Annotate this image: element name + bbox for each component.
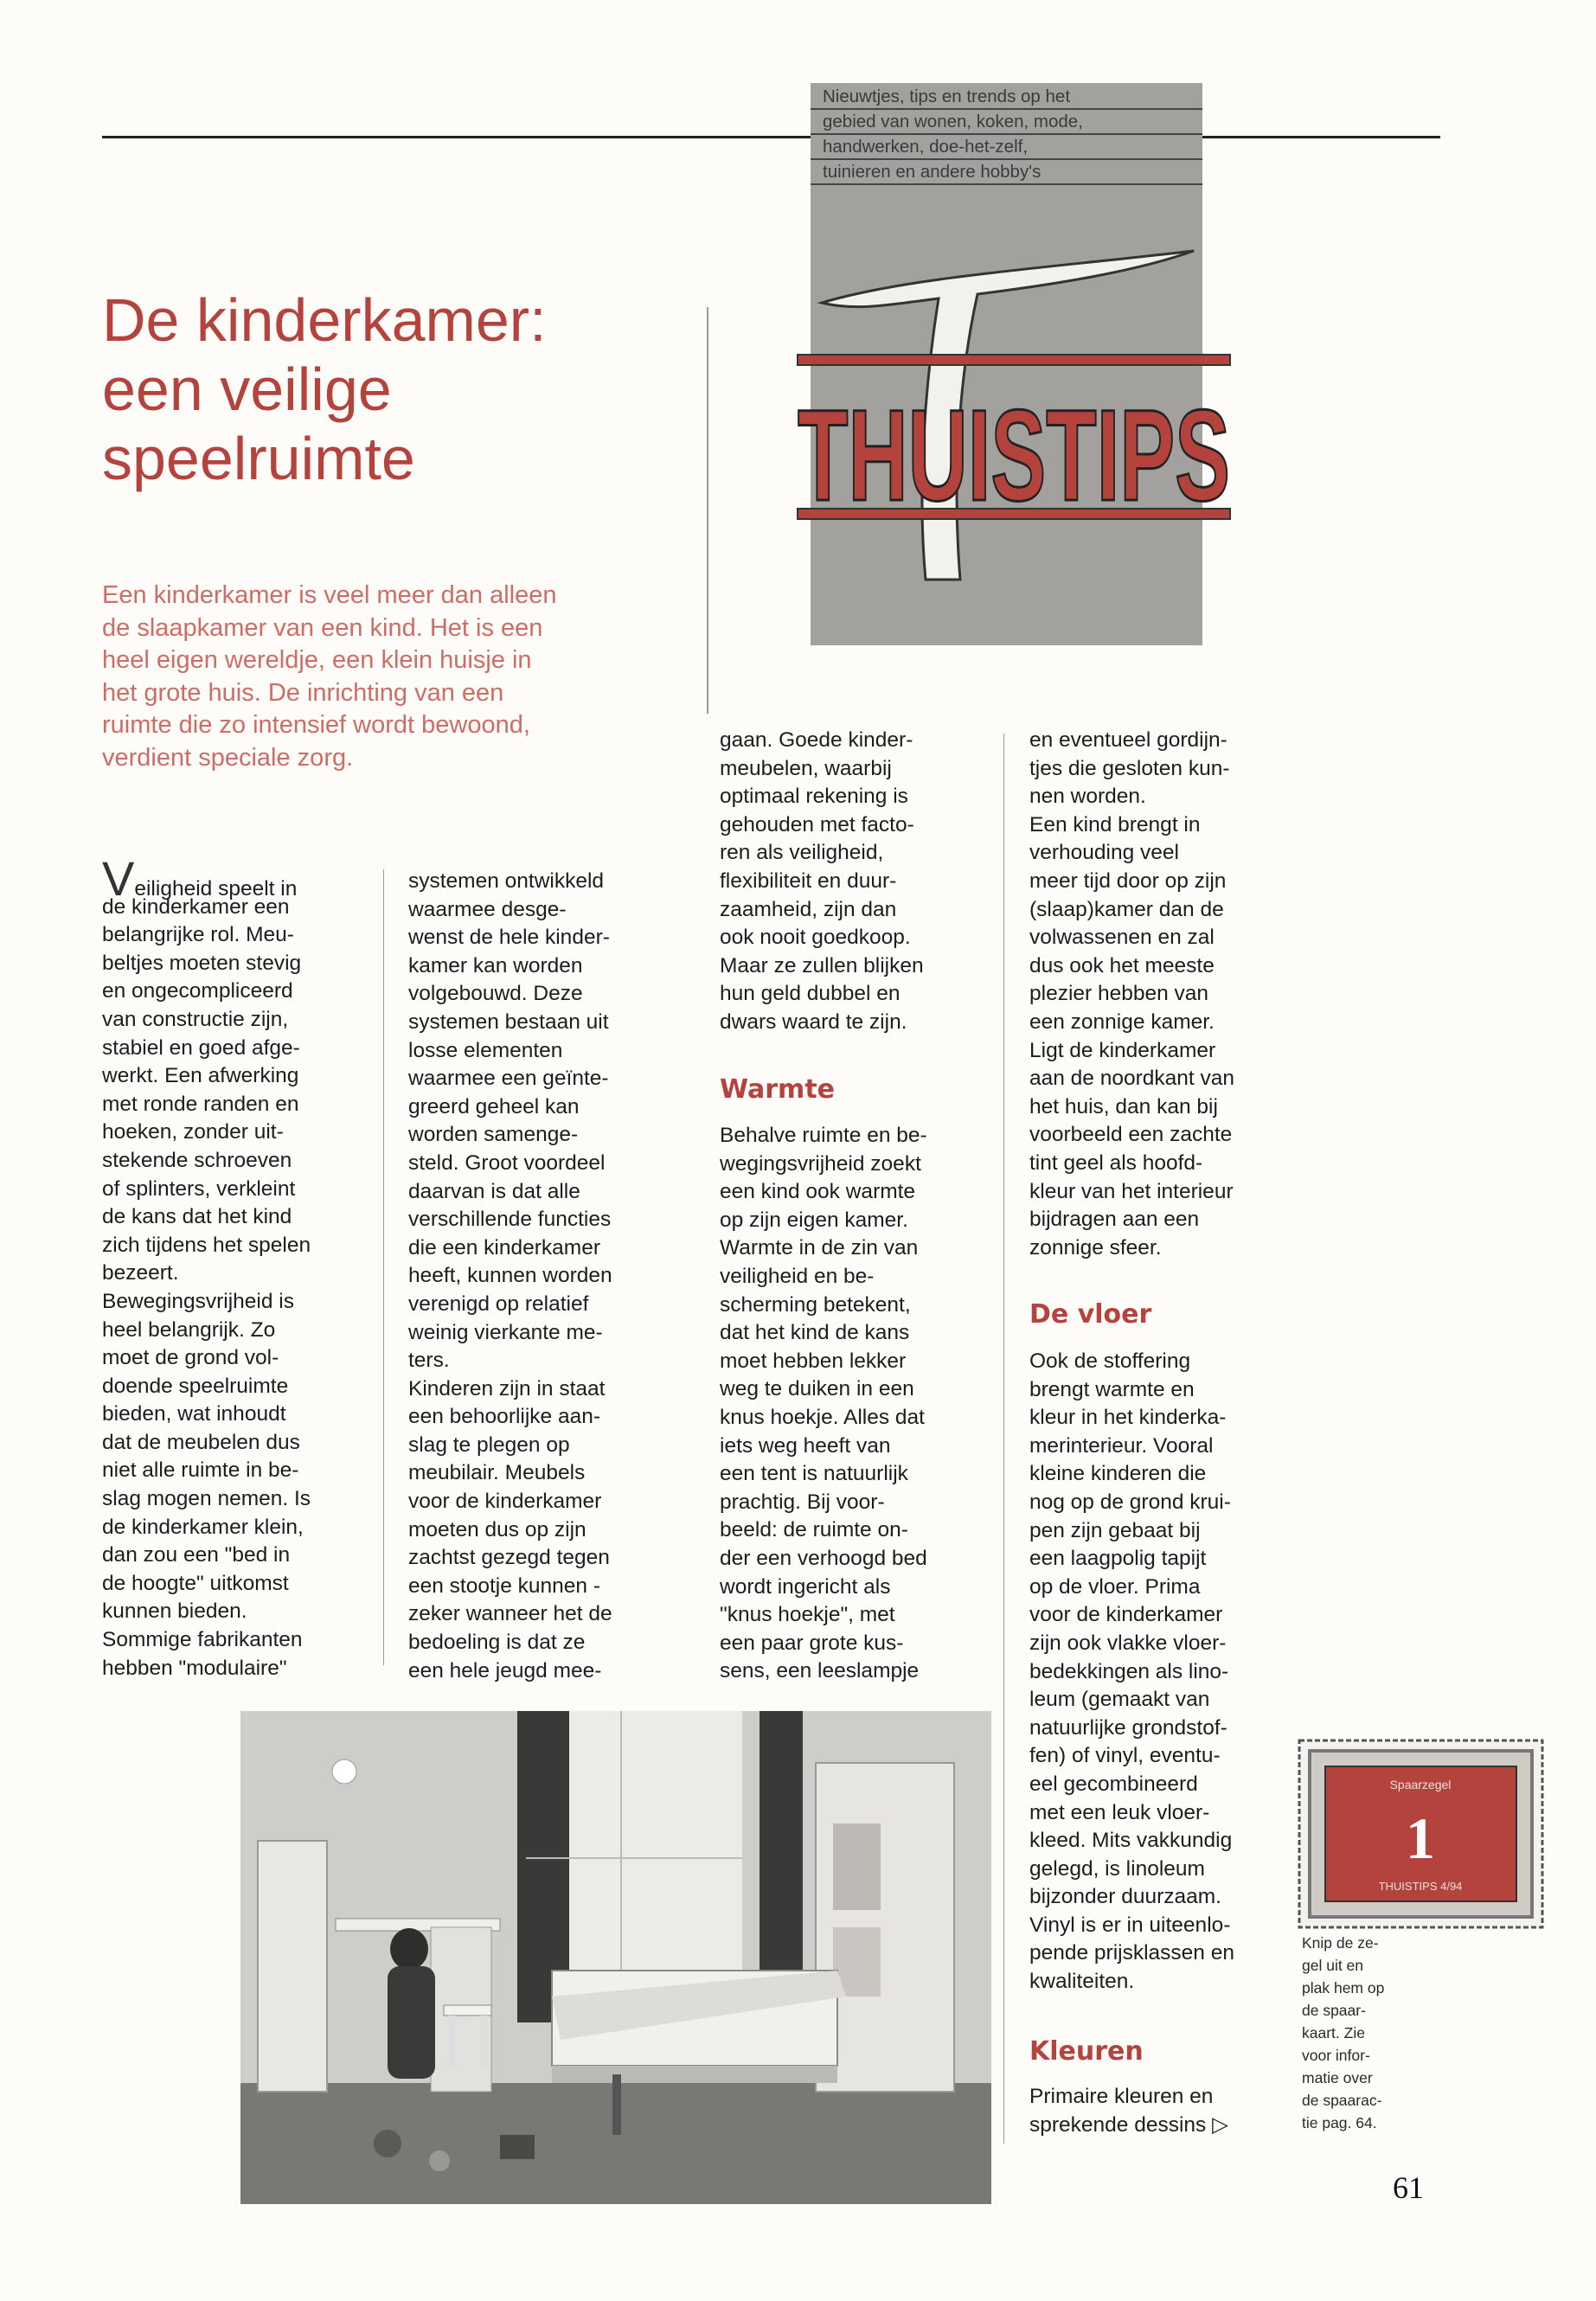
body-line: voor de kinderkamer bbox=[408, 1490, 602, 1514]
body-line: Primaire kleuren en bbox=[1029, 2085, 1214, 2108]
body-line: beltjes moeten stevig bbox=[102, 951, 302, 975]
first-line bbox=[102, 851, 311, 906]
body-line: fen) of vinyl, eventu- bbox=[1029, 1744, 1221, 1768]
kinderkamer-photo bbox=[240, 1711, 991, 2204]
body-line: verenigd op relatief bbox=[408, 1292, 589, 1316]
caption-line: matie over bbox=[1302, 2069, 1373, 2086]
body-line: bijdragen aan een bbox=[1029, 1208, 1200, 1232]
body-line: stekende schroeven bbox=[102, 1148, 292, 1172]
body-column-2 bbox=[408, 868, 612, 1685]
caption-line: gel uit en bbox=[1302, 1957, 1364, 1974]
body-line: Kinderen zijn in staat bbox=[408, 1376, 606, 1400]
column-2-lines bbox=[408, 868, 612, 1685]
body-line: sens, een leeslampje bbox=[720, 1659, 920, 1683]
body-line: beeld: de ruimte on- bbox=[720, 1518, 908, 1542]
body-line: het huis, dan kan bij bbox=[1029, 1094, 1218, 1118]
body-line: niet alle ruimte in be- bbox=[102, 1458, 299, 1483]
stamp-bottom-text: THUISTIPS 4/94 bbox=[1378, 1880, 1463, 1893]
body-line: Maar ze zullen blijken bbox=[720, 953, 924, 977]
body-line: brengt warmte en bbox=[1029, 1377, 1195, 1401]
column-3-lines-a bbox=[720, 727, 924, 1037]
strapline-line: gebied van wonen, koken, mode, bbox=[811, 110, 1202, 135]
body-line: plezier hebben van bbox=[1029, 982, 1209, 1006]
body-line: nen worden. bbox=[1029, 785, 1146, 809]
body-line: Vinyl is er in uiteenlo- bbox=[1029, 1913, 1231, 1937]
body-line: flexibiliteit en duur- bbox=[720, 868, 897, 893]
spaarzegel-stamp bbox=[1298, 1739, 1544, 1929]
body-column-3b bbox=[720, 1122, 927, 1686]
body-line: Behalve ruimte en be- bbox=[720, 1124, 927, 1147]
body-line: zonnige sfeer. bbox=[1029, 1235, 1162, 1259]
body-line: tint geel als hoofd- bbox=[1029, 1150, 1203, 1175]
body-line: tjes die gesloten kun- bbox=[1029, 756, 1230, 780]
body-line: een kind ook warmte bbox=[720, 1180, 916, 1204]
body-line: een paar grote kus- bbox=[720, 1631, 904, 1655]
body-line: optimaal rekening is bbox=[720, 785, 908, 809]
caption-line: plak hem op bbox=[1302, 1979, 1385, 1997]
strapline-line: tuinieren en andere hobby's bbox=[811, 160, 1202, 185]
body-line: en ongecompliceerd bbox=[102, 979, 293, 1003]
body-line: stabiel en goed afge- bbox=[102, 1035, 300, 1060]
body-line: volgebouwd. Deze bbox=[408, 982, 583, 1006]
stamp-number: 1 bbox=[1406, 1805, 1435, 1871]
body-line: wenst de hele kinder- bbox=[408, 926, 610, 950]
caption-line: de spaar- bbox=[1302, 2002, 1366, 2019]
body-line: ters. bbox=[408, 1349, 450, 1373]
column-separator bbox=[1003, 734, 1004, 2144]
intro-line: de slaapkamer van een kind. Het is een bbox=[102, 613, 543, 642]
body-line: wegingsvrijheid zoekt bbox=[720, 1151, 921, 1176]
intro-line: Een kinderkamer is veel meer dan alleen bbox=[102, 581, 557, 609]
body-line: met een leuk vloer- bbox=[1029, 1800, 1210, 1824]
body-line: meer tijd door op zijn bbox=[1029, 868, 1227, 893]
body-line: "knus hoekje", met bbox=[720, 1603, 895, 1627]
body-line: hoeken, zonder uit- bbox=[102, 1120, 284, 1144]
body-line: verhouding veel bbox=[1029, 841, 1179, 865]
body-line: kleed. Mits vakkundig bbox=[1029, 1829, 1233, 1853]
body-column-4 bbox=[1029, 727, 1234, 1262]
column-4-lines-a bbox=[1029, 727, 1234, 1262]
body-line: kleine kinderen die bbox=[1029, 1462, 1207, 1486]
body-line: met ronde randen en bbox=[102, 1092, 299, 1116]
body-line: moeten dus op zijn bbox=[408, 1517, 586, 1541]
body-line: op zijn eigen kamer. bbox=[720, 1208, 908, 1232]
body-line: de kinderkamer klein, bbox=[102, 1515, 304, 1539]
body-line: (slaap)kamer dan de bbox=[1029, 897, 1224, 921]
body-line: wordt ingericht als bbox=[720, 1574, 891, 1599]
body-line: hun geld dubbel en bbox=[720, 982, 901, 1006]
body-line: ren als veiligheid, bbox=[720, 841, 884, 865]
body-line: meubilair. Meubels bbox=[408, 1461, 586, 1485]
body-line: systemen bestaan uit bbox=[408, 1009, 609, 1034]
intro-line: heel eigen wereldje, een klein huisje in bbox=[102, 646, 532, 674]
caption-line: Knip de ze- bbox=[1302, 1934, 1379, 1952]
subhead-warmte: Warmte bbox=[720, 1074, 836, 1105]
body-line: bijzonder duurzaam. bbox=[1029, 1885, 1221, 1909]
body-line: heeft, kunnen worden bbox=[408, 1264, 612, 1288]
subhead-de-vloer: De vloer bbox=[1029, 1299, 1152, 1330]
body-line: prachtig. Bij voor- bbox=[720, 1490, 885, 1514]
body-line: slag mogen nemen. Is bbox=[102, 1487, 311, 1511]
body-line: sprekende dessins ▷ bbox=[1029, 2112, 1228, 2137]
intro-line: het grote huis. De inrichting van een bbox=[102, 678, 504, 707]
body-line: natuurlijke grondstof- bbox=[1029, 1715, 1227, 1740]
body-line: kleur van het interieur bbox=[1029, 1179, 1234, 1203]
column-3-lines-b bbox=[720, 1122, 927, 1686]
article-title bbox=[102, 285, 708, 493]
article-intro bbox=[102, 580, 690, 774]
body-line: van constructie zijn, bbox=[102, 1007, 289, 1031]
body-line: kleur in het kinderka- bbox=[1029, 1406, 1227, 1430]
body-line: leum (gemaakt van bbox=[1029, 1688, 1210, 1712]
body-line: kunnen bieden. bbox=[102, 1599, 247, 1624]
body-column-4c bbox=[1029, 2083, 1228, 2139]
stamp-top-text: Spaarzegel bbox=[1389, 1778, 1452, 1791]
body-line: zijn ook vlakke vloer- bbox=[1029, 1631, 1227, 1655]
body-line: dus ook het meeste bbox=[1029, 953, 1215, 977]
body-line: volwassenen en zal bbox=[1029, 926, 1215, 950]
body-line: de hoogte" uitkomst bbox=[102, 1571, 289, 1595]
caption-line: tie pag. 64. bbox=[1302, 2114, 1377, 2131]
body-line: een tent is natuurlijk bbox=[720, 1462, 908, 1486]
body-line: nog op de grond krui- bbox=[1029, 1490, 1231, 1514]
column-1-lines bbox=[102, 894, 311, 1683]
body-line: dat de meubelen dus bbox=[102, 1430, 300, 1454]
caption-line: kaart. Zie bbox=[1302, 2024, 1365, 2041]
logo-wordmark: THUISTIPS bbox=[798, 382, 1230, 528]
body-line: waarmee desge- bbox=[408, 897, 567, 921]
body-line: iets weg heeft van bbox=[720, 1433, 891, 1458]
body-line: of splinters, verkleint bbox=[102, 1176, 296, 1201]
intro-line: verdient speciale zorg. bbox=[102, 743, 354, 772]
body-line: doende speelruimte bbox=[102, 1374, 289, 1398]
body-column-1 bbox=[102, 851, 311, 1682]
body-line: systemen ontwikkeld bbox=[408, 869, 605, 893]
body-line: die een kinderkamer bbox=[408, 1235, 600, 1259]
body-line: steld. Groot voordeel bbox=[408, 1150, 606, 1175]
body-line: hebben "modulaire" bbox=[102, 1656, 287, 1680]
body-line: Ligt de kinderkamer bbox=[1029, 1038, 1216, 1062]
drop-cap: V bbox=[102, 851, 135, 906]
body-line: voorbeeld een zachte bbox=[1029, 1123, 1233, 1147]
body-line: daarvan is dat alle bbox=[408, 1179, 580, 1203]
column-separator bbox=[383, 869, 384, 1665]
body-line: der een verhoogd bed bbox=[720, 1546, 927, 1570]
stamp-caption bbox=[1302, 1932, 1384, 2134]
body-line: weinig vierkante me- bbox=[408, 1320, 603, 1344]
caption-line: voor infor- bbox=[1302, 2047, 1370, 2064]
body-line: moet hebben lekker bbox=[720, 1349, 907, 1373]
body-line: eel gecombineerd bbox=[1029, 1772, 1198, 1796]
body-line: gelegd, is linoleum bbox=[1029, 1856, 1205, 1881]
title-line: een veilige bbox=[102, 356, 392, 423]
body-column-4b bbox=[1029, 1348, 1234, 1997]
body-line: de kinderkamer een bbox=[102, 894, 290, 919]
body-line: een hele jeugd mee- bbox=[408, 1658, 602, 1682]
body-line: een laagpolig tapijt bbox=[1029, 1547, 1207, 1571]
thuistips-logo bbox=[787, 234, 1237, 649]
caption-lines bbox=[1302, 1932, 1384, 2134]
body-line: weg te duiken in een bbox=[720, 1377, 914, 1401]
body-line: Een kind brengt in bbox=[1029, 812, 1201, 836]
body-line: zeker wanneer het de bbox=[408, 1602, 612, 1626]
body-line: bezeert. bbox=[102, 1261, 179, 1285]
header-rule-left bbox=[102, 136, 811, 138]
strapline-line: Nieuwtjes, tips en trends op het bbox=[811, 85, 1202, 110]
body-line: scherming betekent, bbox=[720, 1292, 911, 1317]
body-line: kwaliteiten. bbox=[1029, 1970, 1135, 1994]
body-line: op de vloer. Prima bbox=[1029, 1574, 1201, 1599]
body-line: een zonnige kamer. bbox=[1029, 1009, 1215, 1034]
body-column-3 bbox=[720, 727, 924, 1037]
column-separator bbox=[707, 307, 708, 714]
body-line: knus hoekje. Alles dat bbox=[720, 1405, 925, 1429]
body-line: zich tijdens het spelen bbox=[102, 1233, 311, 1257]
body-line: een behoorlijke aan- bbox=[408, 1405, 601, 1429]
page-number: 61 bbox=[1393, 2170, 1424, 2205]
body-line: greerd geheel kan bbox=[408, 1094, 580, 1118]
body-line: dat het kind de kans bbox=[720, 1321, 910, 1345]
caption-line: de spaarac- bbox=[1302, 2092, 1382, 2109]
body-line: dwars waard te zijn. bbox=[720, 1009, 907, 1034]
body-line: aan de noordkant van bbox=[1029, 1067, 1235, 1091]
body-line: waarmee een geïnte- bbox=[408, 1067, 609, 1091]
body-line: Warmte in de zin van bbox=[720, 1236, 919, 1260]
body-line: zachtst gezegd tegen bbox=[408, 1546, 610, 1570]
intro-line: ruimte die zo intensief wordt bewoond, bbox=[102, 711, 530, 739]
body-line: ook nooit goedkoop. bbox=[720, 926, 911, 950]
body-line: Bewegingsvrijheid is bbox=[102, 1289, 294, 1313]
body-line: Ook de stoffering bbox=[1029, 1349, 1191, 1373]
body-line: bedekkingen als lino- bbox=[1029, 1659, 1229, 1683]
body-line: meubelen, waarbij bbox=[720, 756, 892, 780]
body-line: bedoeling is dat ze bbox=[408, 1631, 586, 1655]
body-line: zaamheid, zijn dan bbox=[720, 897, 897, 921]
body-line: bieden, wat inhoudt bbox=[102, 1402, 286, 1426]
title-line: speelruimte bbox=[102, 425, 415, 492]
body-line: worden samenge- bbox=[408, 1123, 579, 1147]
body-line: een stootje kunnen - bbox=[408, 1574, 601, 1598]
title-line: De kinderkamer: bbox=[102, 286, 547, 354]
body-line: belangrijke rol. Meu- bbox=[102, 923, 294, 947]
body-line: gaan. Goede kinder- bbox=[720, 728, 913, 752]
body-line: merinterieur. Vooral bbox=[1029, 1433, 1214, 1458]
first-line-text: eiligheid speelt in bbox=[134, 877, 298, 901]
body-line: pende prijsklassen en bbox=[1029, 1941, 1234, 1965]
body-line: werkt. Een afwerking bbox=[102, 1064, 299, 1088]
body-line: slag te plegen op bbox=[408, 1433, 570, 1457]
body-line: kamer kan worden bbox=[408, 953, 583, 977]
body-line: moet de grond vol- bbox=[102, 1346, 279, 1370]
body-line: veiligheid en be- bbox=[720, 1264, 875, 1288]
column-4-lines-b bbox=[1029, 1348, 1234, 1997]
body-line: verschillende functies bbox=[408, 1208, 612, 1232]
body-line: de kans dat het kind bbox=[102, 1205, 292, 1229]
strapline-line: handwerken, doe-het-zelf, bbox=[811, 135, 1202, 160]
header-rule-right bbox=[1202, 136, 1440, 138]
column-4-lines-c bbox=[1029, 2083, 1228, 2139]
body-line: gehouden met facto- bbox=[720, 812, 914, 836]
subhead-kleuren: Kleuren bbox=[1029, 2036, 1144, 2067]
body-line: losse elementen bbox=[408, 1038, 563, 1062]
body-line: pen zijn gebaat bij bbox=[1029, 1518, 1201, 1542]
body-line: dan zou een "bed in bbox=[102, 1543, 291, 1567]
body-line: Sommige fabrikanten bbox=[102, 1628, 303, 1652]
body-line: voor de kinderkamer bbox=[1029, 1603, 1223, 1627]
body-line: heel belangrijk. Zo bbox=[102, 1317, 276, 1342]
body-line: en eventueel gordijn- bbox=[1029, 728, 1227, 752]
header-strapline bbox=[811, 85, 1202, 185]
